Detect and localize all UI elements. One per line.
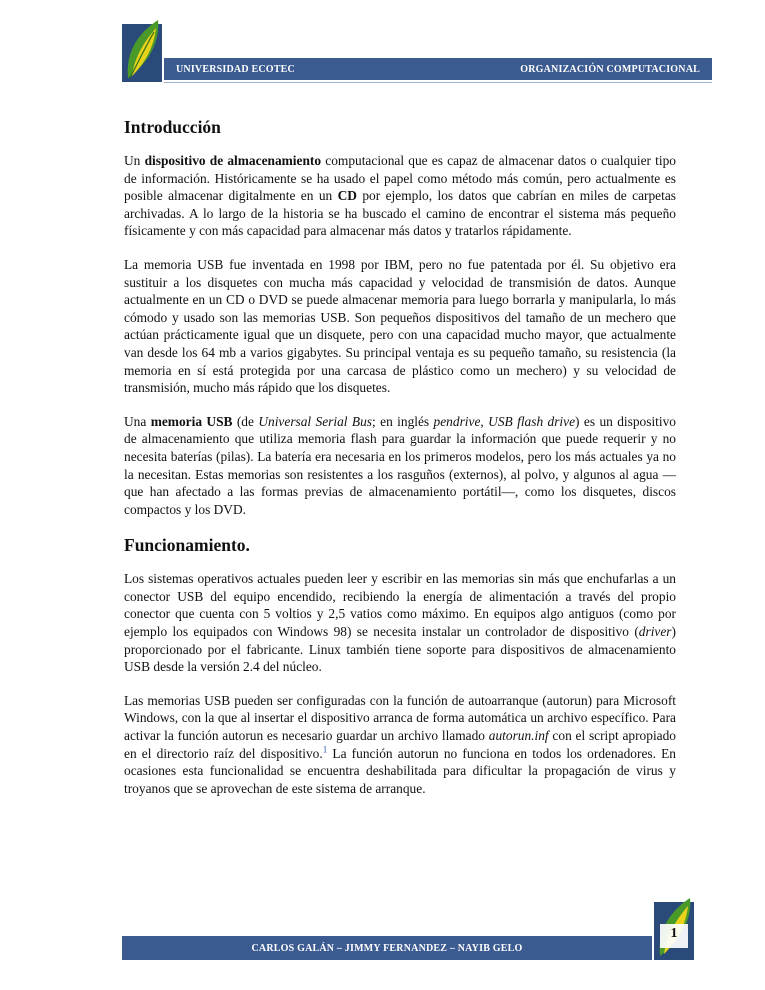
footer-bar	[122, 936, 652, 960]
intro-paragraph-1: Un dispositivo de almacenamiento computacional que es capaz de almacenar datos o cualquier tipo de información. Históricamente se ha usado el papel como método más común, pero actualmente es posible almacenar digitalmente en un CD por ejemplo, los datos que cabrían en miles de carpetas archivadas. A lo largo de la historia se ha buscado el camino de encontrar el sistema más pequeño físicamente y con más capacidad para almacenar más datos y tratarlos rápidamente.	[124, 153, 677, 239]
func-paragraph-1: Los sistemas operativos actuales pueden leer y escribir en las memorias sin más que enchufarlas a un conector USB del equipo encendido, recibiendo la energía de alimentación a través del propio conector que cuenta con 5 voltios y 2,5 vatios como máximo. En equipos algo antiguos (como por ejemplo los equipados con Windows 98) se necesita instalar un controlador de dispositivo (driver) proporcionado por el fabricante. Linux también tiene soporte para dispositivos de almacenamiento USB desde la versión 2.4 del núcleo.	[124, 571, 676, 675]
document-body	[124, 116, 676, 813]
page-number: 1	[670, 926, 678, 941]
section-title-funcionamiento: Funcionamiento.	[124, 535, 250, 556]
footnote-link[interactable]: 1	[322, 744, 328, 755]
header-bar	[164, 58, 712, 80]
intro-paragraph-3: Una memoria USB (de Universal Serial Bus; en inglés pendrive, USB flash drive) es un dispositivo de almacenamiento que utiliza memoria flash para guardar la información que puede requerir y no necesita baterías (pilas). La batería era necesaria en los primeros modelos, pero los más actuales ya no la necesitan. Estas memorias son resistentes a los rasguños (externos), al polvo, y algunos al agua —que han afectado a las formas previas de almacenamiento portátil—, como los disquetes, discos compactos y los DVD.	[124, 413, 677, 517]
footer-authors: CARLOS GALÁN – JIMMY FERNANDEZ – NAYIB GELO	[251, 942, 523, 954]
section-title-introduccion: Introducción	[124, 117, 221, 137]
university-leaf-logo-icon	[120, 16, 164, 82]
header-university: UNIVERSIDAD ECOTEC	[176, 63, 295, 75]
intro-paragraph-2: La memoria USB fue inventada en 1998 por IBM, pero no fue patentada por él. Su objetivo era sustituir a los disquetes con mucha más capacidad y velocidad de transmisión de datos. Aunque actualmente en un CD o DVD se puede almacenar memoria para luego borrarla y manipularla, lo más cómodo y usado son las memorias USB. Son pequeños dispositivos del tamaño de un mechero que actúan prácticamente igual que un disquete, pero con una capacidad mucho mayor, que actualmente van desde los 64 mb a varios gigabytes. Su principal ventaja es su pequeño tamaño, su resistencia (la memoria en sí está protegida por una carcasa de plástico como un mechero) y su velocidad de transmisión, mucho más rápido que los disquetes.	[124, 256, 676, 396]
func-paragraph-2: Las memorias USB pueden ser configuradas con la función de autoarranque (autorun) para Microsoft Windows, con la que al insertar el dispositivo arranca de forma automática un archivo específico. Para activar la función autorun es necesario guardar un archivo llamado autorun.inf con el script apropiado en el directorio raíz del dispositivo.$^1$ La función autorun no funciona en todos los ordenadores. En ocasiones esta funcionalidad se encuentra deshabilitada para dificultar la propagación de virus y troyanos que se aprovechan de este sistema de arranque.	[124, 692, 676, 796]
header-course: ORGANIZACIÓN COMPUTACIONAL	[520, 63, 700, 75]
header-divider	[164, 82, 712, 83]
